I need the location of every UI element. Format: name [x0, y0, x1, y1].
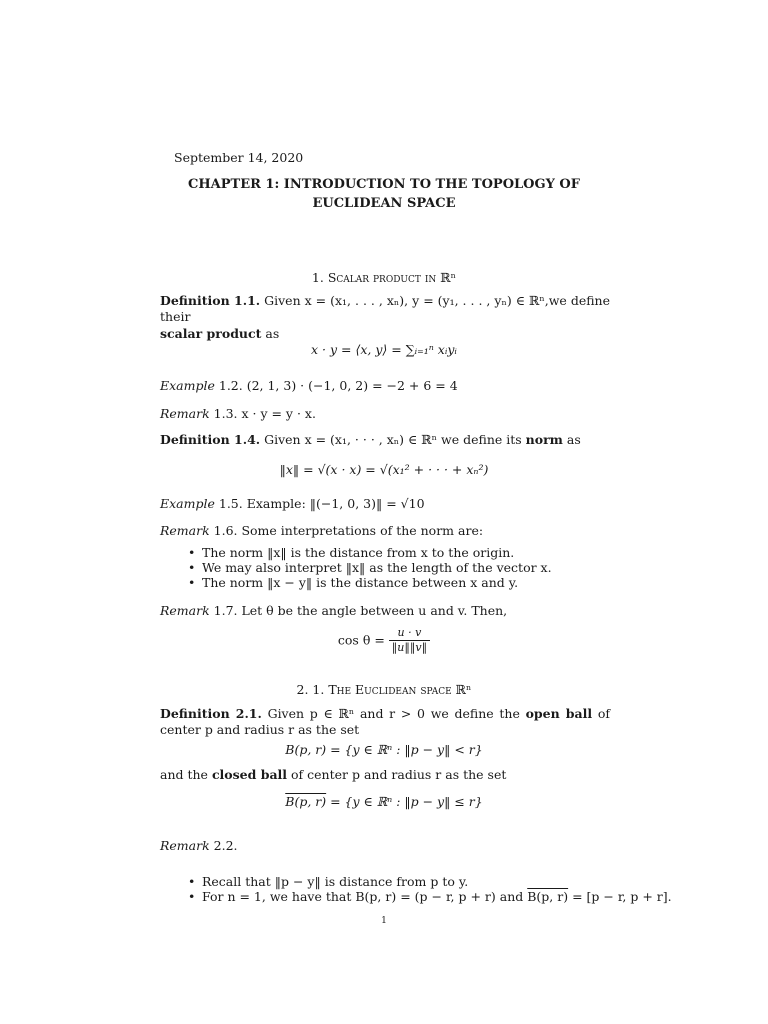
chapter-title — [160, 175, 608, 213]
definition-2-1 — [160, 706, 610, 739]
cosine-fraction — [389, 626, 430, 656]
section-2-heading: 2. 1. The Euclidean space ℝⁿ — [296, 682, 472, 697]
closed-ball-suffix: of center p and radius r as the set — [287, 767, 507, 782]
list-item: • We may also interpret ‖x‖ as the length of the vector x. — [188, 560, 552, 575]
definition-after: of center p and radius r as the set — [160, 706, 610, 738]
definition-after: as — [562, 432, 581, 447]
definition-label: Definition 2.1. — [160, 706, 262, 721]
definition-term: norm — [525, 432, 563, 447]
definition-1-1 — [160, 293, 610, 342]
example-1-5 — [160, 496, 610, 512]
list-item: • The norm ‖x − y‖ is the distance between x and y. — [188, 575, 552, 590]
closed-ball-text — [160, 767, 610, 783]
closed-ball-prefix: and the — [160, 767, 208, 782]
definition-label: Definition 1.4. — [160, 432, 261, 447]
title-line-2: EUCLIDEAN SPACE — [312, 196, 456, 211]
definition-after: as — [261, 325, 280, 341]
closed-ball-symbol: B(p, r) — [527, 889, 569, 904]
remark-label: Remark — [160, 406, 210, 421]
remark-1-3 — [160, 406, 610, 422]
remark-text: 1.7. Let θ be the angle between u and v. Then, — [209, 603, 508, 618]
remark-1-6 — [160, 523, 610, 539]
definition-text: Given x = (x₁, . . . , xₙ), y = (y₁, . . . , yₙ) ∈ ℝⁿ,we define their — [160, 293, 611, 325]
remark-label: Remark — [160, 603, 210, 618]
remark-text: 2.2. — [209, 838, 238, 853]
date: September 14, 2020 — [174, 150, 304, 165]
remark-text: 1.6. Some interpretations of the norm are: — [209, 523, 484, 538]
example-label: Example — [160, 496, 215, 511]
remark-label: Remark — [160, 523, 210, 538]
definition-term: scalar product — [160, 325, 262, 341]
closed-ball-symbol: B(p, r) — [285, 794, 327, 809]
list-item-part: For n = 1, we have that B(p, r) = (p − r, p + r) and — [202, 889, 528, 904]
equation-closed-ball — [160, 794, 608, 810]
closed-ball-term: closed ball — [211, 767, 288, 782]
example-label: Example — [160, 378, 215, 393]
remark-label: Remark — [160, 838, 210, 853]
list-item-part: = [p − r, p + r]. — [568, 889, 672, 904]
closed-ball-definition: = {y ∈ ℝⁿ : ‖p − y‖ ≤ r} — [326, 794, 483, 809]
list-item — [188, 889, 672, 904]
example-1-2 — [160, 378, 610, 394]
cosine-lhs: cos θ = — [337, 632, 385, 648]
example-text: 1.2. (2, 1, 3) · (−1, 0, 2) = −2 + 6 = 4 — [214, 378, 458, 393]
list-item: • Recall that ‖p − y‖ is distance from p to y. — [188, 874, 672, 889]
definition-1-4 — [160, 432, 610, 448]
equation-cosine — [160, 626, 608, 656]
definition-text: Given p ∈ ℝⁿ and r > 0 we define the — [267, 706, 520, 721]
equation-scalar-product: x · y = ⟨x, y⟩ = ∑ᵢ₌₁ⁿ xᵢyᵢ — [311, 342, 457, 357]
equation-norm: ‖x‖ = √(x · x) = √(x₁² + · · · + xₙ²) — [279, 462, 489, 477]
remark-2-2-list — [188, 874, 672, 904]
remark-1-6-list — [188, 545, 552, 590]
definition-term: open ball — [525, 706, 593, 721]
definition-text: Given x = (x₁, · · · , xₙ) ∈ ℝⁿ we define its — [264, 432, 522, 447]
title-line-1: CHAPTER 1: INTRODUCTION TO THE TOPOLOGY OF — [188, 177, 580, 192]
example-text: 1.5. Example: ‖(−1, 0, 3)‖ = √10 — [214, 496, 425, 511]
definition-label: Definition 1.1. — [160, 293, 261, 308]
remark-text: 1.3. x · y = y · x. — [209, 406, 316, 421]
section-1-heading: 1. Scalar product in ℝⁿ — [311, 270, 457, 285]
list-item: • The norm ‖x‖ is the distance from x to the origin. — [188, 545, 552, 560]
remark-1-7 — [160, 603, 610, 619]
equation-open-ball: B(p, r) = {y ∈ ℝⁿ : ‖p − y‖ < r} — [285, 742, 483, 757]
remark-2-2 — [160, 838, 610, 854]
fraction-numerator: u · v — [389, 626, 430, 641]
fraction-denominator: ‖u‖‖v‖ — [391, 641, 428, 655]
page-number: 1 — [381, 916, 387, 926]
